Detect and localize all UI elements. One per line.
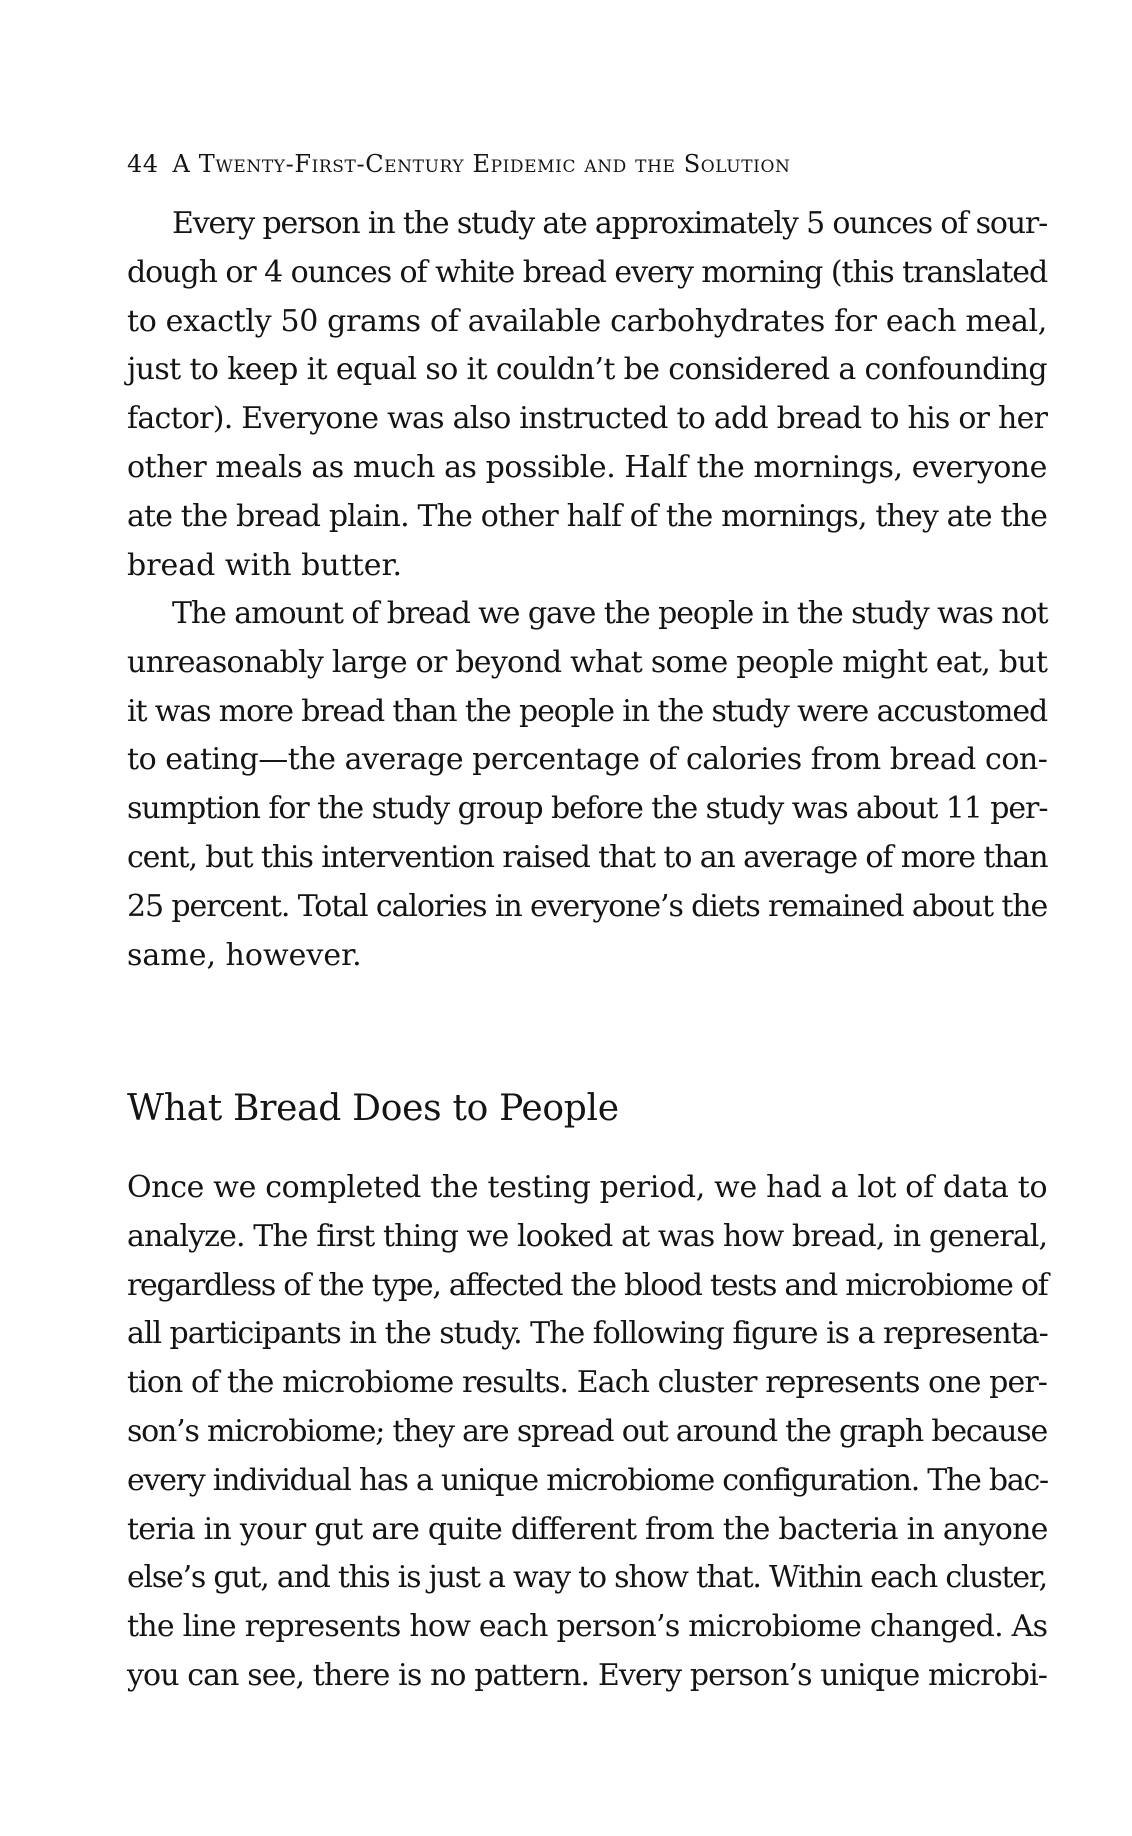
text-line: The amount of bread we gave the people in the study was not — [172, 596, 1048, 631]
text-line: regardless of the type, affected the blood tests and microbiome of — [127, 1267, 1048, 1303]
text-line: to exactly 50 grams of available carbohydrates for each meal, — [127, 303, 1047, 339]
section-heading: What Bread Does to People — [127, 1088, 619, 1129]
text-line: dough or 4 ounces of white bread every morning (this translated — [127, 254, 1048, 290]
text-line: every individual has a unique microbiome configuration. The bac- — [127, 1462, 1048, 1498]
text-line: same, however. — [127, 937, 362, 973]
text-line: bread with butter. — [127, 547, 403, 583]
paragraph-bread-amount — [127, 590, 1047, 980]
text-line: analyze. The first thing we looked at was how bread, in general, — [127, 1218, 1048, 1254]
paragraph-results — [127, 1164, 1047, 1701]
text-line: son’s microbiome; they are spread out around the graph because — [127, 1413, 1047, 1449]
text-line: it was more bread than the people in the study were accustomed — [127, 693, 1048, 729]
text-line: ate the bread plain. The other half of the mornings, they ate the — [127, 498, 1047, 534]
running-header — [127, 148, 1027, 180]
text-line: 25 percent. Total calories in everyone’s diets remained about the — [127, 888, 1048, 924]
text-line: to eating—the average percentage of calories from bread con- — [127, 742, 1048, 778]
text-line: sumption for the study group before the study was about 11 per- — [127, 791, 1048, 827]
text-line: all participants in the study. The following figure is a representa- — [127, 1316, 1048, 1352]
page-number: 44 — [127, 150, 159, 178]
text-line: you can see, there is no pattern. Every person’s unique microbi- — [127, 1657, 1047, 1693]
text-line: just to keep it equal so it couldn’t be considered a confounding — [127, 352, 1047, 388]
text-line: Once we completed the testing period, we had a lot of data to — [127, 1170, 1048, 1205]
text-line: other meals as much as possible. Half the mornings, everyone — [127, 449, 1047, 485]
text-line: factor). Everyone was also instructed to add bread to his or her — [127, 401, 1048, 437]
paragraph-study-design — [127, 200, 1047, 590]
text-line: tion of the microbiome results. Each cluster represents one per- — [127, 1365, 1047, 1401]
text-line: Every person in the study ate approximately 5 ounces of sour- — [172, 206, 1048, 241]
text-line: unreasonably large or beyond what some people might eat, but — [127, 644, 1048, 680]
text-line: cent, but this intervention raised that to an average of more than — [127, 839, 1048, 875]
running-title: A Twenty-First-Century Epidemic and the Solution — [172, 150, 791, 178]
text-line: teria in your gut are quite different from the bacteria in anyone — [127, 1511, 1048, 1547]
text-line: the line represents how each person’s microbiome changed. As — [127, 1609, 1048, 1645]
text-line: else’s gut, and this is just a way to show that. Within each cluster, — [127, 1560, 1047, 1596]
